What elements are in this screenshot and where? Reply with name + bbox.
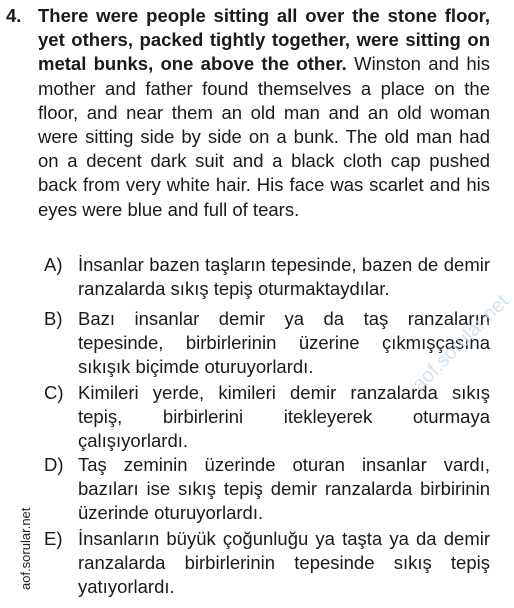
option-e-letter: E)	[44, 528, 63, 549]
option-e-text: İnsanların büyük çoğunluğu ya taşta ya da demir ranzalarda birbirlerinin tepesinde sıkış tepiş yatıyorlardı.	[78, 528, 490, 598]
option-d-letter: D)	[44, 454, 64, 475]
question-number: 4.	[6, 5, 22, 26]
side-watermark: aof.sorular.net	[18, 507, 33, 590]
watermark: aof.sorular.net	[408, 290, 514, 396]
option-b-text: Bazı insanlar demir ya da taş ranzaların tepesinde, birbirlerinin üzerine çıkmışçasına sıkışık biçimde oturuyorlardı.	[78, 308, 490, 378]
option-b-letter: B)	[44, 308, 63, 329]
option-a-text: İnsanlar bazen taşların tepesinde, bazen de demir ranzalarda sıkış tepiş oturmaktaydılar.	[78, 254, 490, 300]
option-c-text: Kimileri yerde, kimileri demir ranzalarda sıkış tepiş, birbirlerini itekleyerek oturmaya çalışıyorlardı.	[78, 382, 490, 452]
question-body-text: Winston and his mother and father found themselves a place on the floor, and near them an old man and an old woman were sitting side by side on a bunk. The old man had on a decent dark suit and a black cloth cap pushed back from very white hair. His face was scarlet and his eyes were blue and full of tears.	[38, 53, 491, 220]
option-a-letter: A)	[44, 254, 63, 275]
option-c-letter: C)	[44, 382, 64, 403]
question-text	[38, 4, 490, 222]
question-bold-text: There were people sitting all over the stone floor, yet others, packed tightly together, were sitting on metal bunks, one above the other.	[38, 5, 490, 75]
option-d-text: Taş zeminin üzerinde oturan insanlar vardı, bazıları ise sıkış tepiş demir ranzalarda birbirinin üzerinde oturuyorlardı.	[78, 454, 490, 524]
